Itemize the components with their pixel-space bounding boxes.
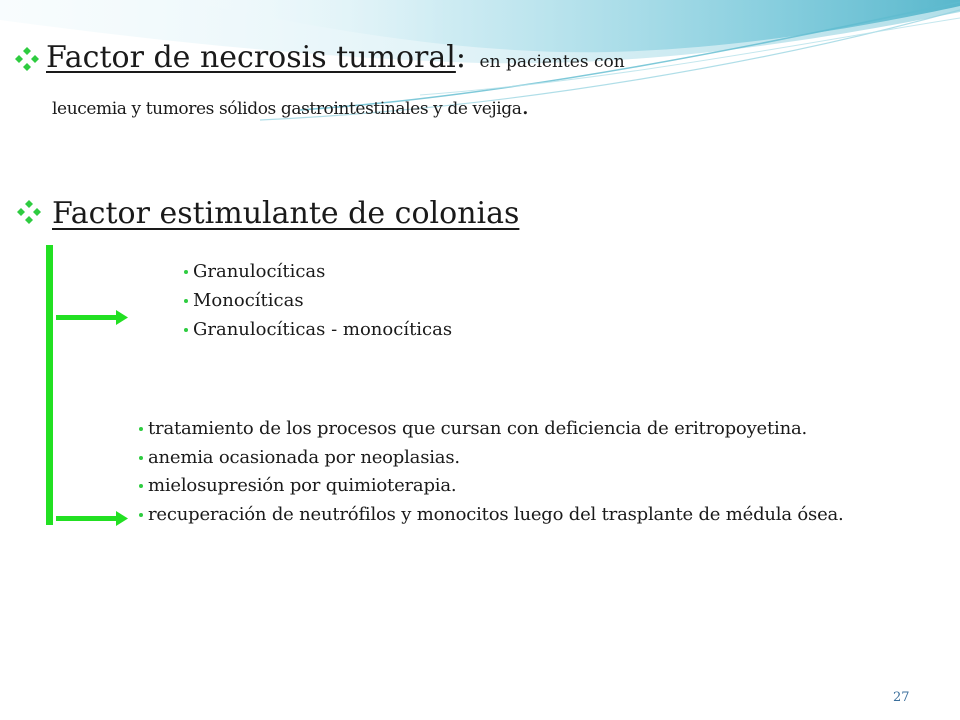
arrow-to-uses-head-icon: [116, 511, 128, 526]
list-item: [184, 286, 452, 315]
list-item-text: recuperación de neutrófilos y monocitos luego del trasplante de médula ósea.: [148, 503, 844, 525]
diamond-quad-icon: [12, 44, 42, 74]
list-item: [184, 315, 452, 344]
list-item: [184, 257, 452, 286]
bullet-dot-icon: [139, 513, 143, 517]
csf-uses-list: [139, 415, 844, 529]
list-item: [139, 444, 844, 473]
list-item: [139, 415, 844, 444]
page-number: 27: [893, 690, 910, 705]
list-item-text: anemia ocasionada por neoplasias.: [148, 446, 460, 468]
list-item: [139, 501, 844, 530]
bullet-dot-icon: [184, 270, 188, 274]
arrow-to-types-head-icon: [116, 310, 128, 325]
section1-title: Factor de necrosis tumoral: [46, 40, 456, 75]
bullet-dot-icon: [139, 456, 143, 460]
diamond-quad-icon: [14, 197, 44, 227]
list-item-text: tratamiento de los procesos que cursan con deficiencia de eritropoyetina.: [148, 418, 808, 439]
section1-subtitle: en pacientes con: [479, 52, 625, 72]
list-item: [139, 472, 844, 501]
list-item-text: mielosupresión por quimioterapia.: [148, 475, 457, 496]
bracket-arrow-connector: [40, 245, 140, 530]
bullet-dot-icon: [139, 484, 143, 488]
section1-description-text: leucemia y tumores sólidos gastrointestinales y de vejiga: [52, 99, 522, 119]
list-item-text: Granulocíticas: [193, 261, 326, 282]
list-item-text: Monocíticas: [193, 290, 304, 311]
section2-title: Factor estimulante de colonias: [52, 196, 520, 231]
section1-description-period: .: [521, 92, 529, 120]
bullet-dot-icon: [139, 427, 143, 431]
vertical-bracket-line: [46, 245, 53, 525]
bullet-dot-icon: [184, 299, 188, 303]
section1-description: [52, 92, 529, 123]
section1-heading: [46, 38, 625, 82]
bullet-dot-icon: [184, 328, 188, 332]
arrow-to-uses-shaft: [56, 516, 118, 521]
section1-title-colon: :: [455, 40, 466, 75]
csf-types-list: [184, 257, 452, 344]
arrow-to-types-shaft: [56, 315, 118, 320]
list-item-text: Granulocíticas - monocíticas: [193, 319, 453, 340]
